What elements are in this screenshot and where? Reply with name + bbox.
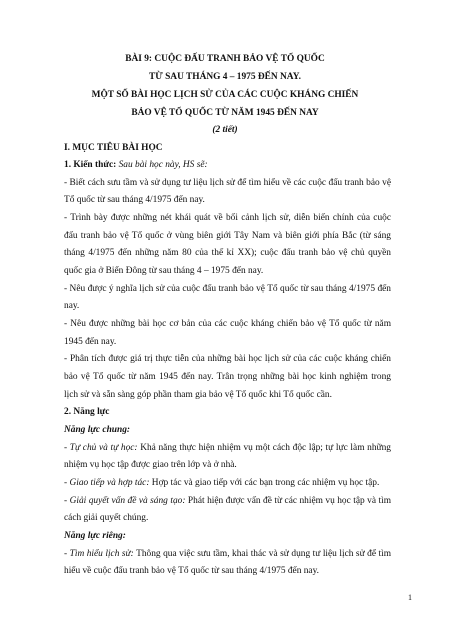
competence-text-line: hiểu về cuộc đấu tranh bảo vệ Tổ quốc từ sau tháng 4/1975 đến nay.: [64, 566, 320, 576]
lesson-title-line-4: BẢO VỆ TỔ QUỐC TỪ NĂM 1945 ĐẾN NAY: [131, 108, 319, 118]
competence-term: - Giải quyết vấn đề và sáng tạo:: [64, 496, 186, 506]
competence-text: Hợp tác và giao tiếp với các bạn trong các nhiệm vụ học tập.: [149, 478, 380, 488]
knowledge-line: lịch sử và sẵn sàng góp phần tham gia bảo vệ Tổ quốc khi Tổ quốc cần.: [64, 390, 332, 400]
lesson-duration: (2 tiết): [212, 125, 238, 135]
knowledge-line: nay.: [64, 301, 80, 311]
specific-competence-heading: Năng lực riêng:: [64, 531, 126, 541]
knowledge-label: 1. Kiến thức:: [64, 160, 117, 170]
competence-text-line: cách giải quyết chúng.: [64, 513, 149, 523]
competence-text: Thông qua việc sưu tầm, khai thác và sử dụng tư liệu lịch sử để tìm: [133, 549, 392, 559]
competence-self-study: [64, 442, 391, 454]
competence-heading: 2. Năng lực: [64, 407, 110, 417]
knowledge-line: 1945 đến nay.: [64, 337, 117, 347]
knowledge-line: đấu tranh bảo vệ Tổ quốc ở vùng biên giới Tây Nam và biên giới phía Bắc (từ sáng: [64, 231, 391, 241]
lesson-title-line-2: TỪ SAU THÁNG 4 – 1975 ĐẾN NAY.: [149, 72, 301, 82]
competence-term: - Tìm hiểu lịch sử:: [64, 549, 134, 559]
knowledge-line: - Trình bày được những nét khái quát về bối cảnh lịch sử, diễn biến chính của cuộc: [64, 213, 391, 223]
section-heading-objectives: I. MỤC TIÊU BÀI HỌC: [64, 143, 163, 153]
competence-communication: [64, 477, 379, 489]
knowledge-line: Tổ quốc từ sau tháng 4/1975 đến nay.: [64, 195, 205, 205]
knowledge-heading: [64, 159, 208, 171]
knowledge-line: - Nêu được ý nghĩa lịch sử của cuộc đấu tranh bảo vệ Tổ quốc từ sau tháng 4/1975 đến: [64, 284, 391, 294]
general-competence-heading: Năng lực chung:: [64, 425, 131, 435]
competence-term: - Giao tiếp và hợp tác:: [64, 478, 150, 488]
competence-term: - Tự chủ và tự học:: [64, 443, 138, 453]
page-number: 1: [408, 593, 412, 602]
competence-problem-solving: [64, 495, 391, 507]
knowledge-line: bảo vệ Tổ quốc từ năm 1945 đến nay. Trân trọng những bài học kinh nghiệm trong: [64, 372, 391, 382]
knowledge-intro: Sau bài học này, HS sẽ:: [118, 160, 208, 170]
competence-history-research: [64, 548, 391, 560]
knowledge-line: quốc gia ở Biển Đông từ sau tháng 4 – 1975 đến nay.: [64, 266, 264, 276]
competence-text: Khả năng thực hiện nhiệm vụ một cách độc lập; tự lực làm những: [137, 443, 391, 453]
competence-text-line: nhiệm vụ học tập được giao trên lớp và ở nhà.: [64, 460, 237, 470]
knowledge-line: tháng 4/1975 đến những năm 80 của thế kỉ XX); cuộc đấu tranh bảo vệ chủ quyền: [64, 248, 391, 258]
lesson-title-line-1: BÀI 9: CUỘC ĐẤU TRANH BẢO VỆ TỔ QUỐC: [125, 54, 325, 64]
competence-text: Phát hiện được vấn đề từ các nhiệm vụ học tập và tìm: [185, 496, 391, 506]
knowledge-line: - Biết cách sưu tầm và sử dụng tư liệu lịch sử để tìm hiểu về các cuộc đấu tranh bảo vệ: [64, 178, 391, 188]
knowledge-line: - Nêu được những bài học cơ bản của các cuộc kháng chiến bảo vệ Tổ quốc từ năm: [64, 319, 391, 329]
knowledge-line: - Phân tích được giá trị thực tiễn của những bài học lịch sử của các cuộc kháng chiến: [64, 354, 391, 364]
lesson-title-line-3: MỘT SỐ BÀI HỌC LỊCH SỬ CỦA CÁC CUỘC KHÁNG CHIẾN: [91, 90, 359, 100]
